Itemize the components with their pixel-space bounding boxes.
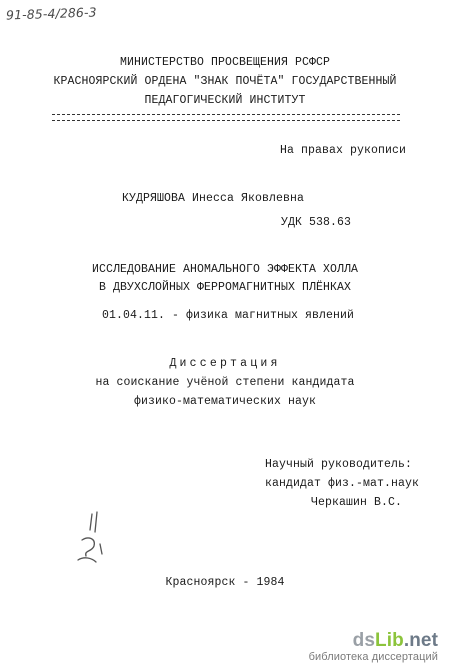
- degree-line-2: на соискание учёной степени кандидата: [95, 376, 355, 389]
- title-line-1: ИССЛЕДОВАНИЕ АНОМАЛЬНОГО ЭФФЕКТА ХОЛЛА: [91, 263, 359, 276]
- header-divider: [52, 114, 400, 121]
- dslib-watermark: [309, 631, 438, 664]
- supervisor-name: Черкашин В.С.: [311, 496, 403, 509]
- udc-code: УДК 538.63: [281, 216, 352, 229]
- supervisor-label: Научный руководитель:: [265, 458, 413, 471]
- title-line-2: В ДВУХСЛОЙНЫХ ФЕРРОМАГНИТНЫХ ПЛЁНКАХ: [98, 281, 352, 294]
- dslib-subtitle: библиотека диссертаций: [308, 651, 438, 663]
- dslib-logo: dsLib.net: [352, 630, 438, 651]
- handwritten-archive-number: 91-85-4/286-3: [5, 4, 97, 23]
- specialty-code: 01.04.11. - физика магнитных явлений: [102, 309, 355, 322]
- author-name: КУДРЯШОВА Инесса Яковлевна: [122, 192, 305, 205]
- institute-line-2: ПЕДАГОГИЧЕСКИЙ ИНСТИТУТ: [144, 94, 306, 107]
- dissertation-word: Диссертация: [169, 357, 281, 370]
- place-year: Красноярск - 1984: [165, 576, 285, 589]
- handwritten-mark-icon: [70, 510, 110, 570]
- rights-note: На правах рукописи: [280, 144, 407, 157]
- institute-line-1: КРАСНОЯРСКИЙ ОРДЕНА "ЗНАК ПОЧЁТА" ГОСУДАРСТВЕННЫЙ: [53, 75, 397, 88]
- ministry-line: МИНИСТЕРСТВО ПРОСВЕЩЕНИЯ РСФСР: [119, 56, 331, 69]
- supervisor-rank: кандидат физ.-мат.наук: [265, 477, 420, 490]
- degree-line-3: физико-математических наук: [133, 395, 317, 408]
